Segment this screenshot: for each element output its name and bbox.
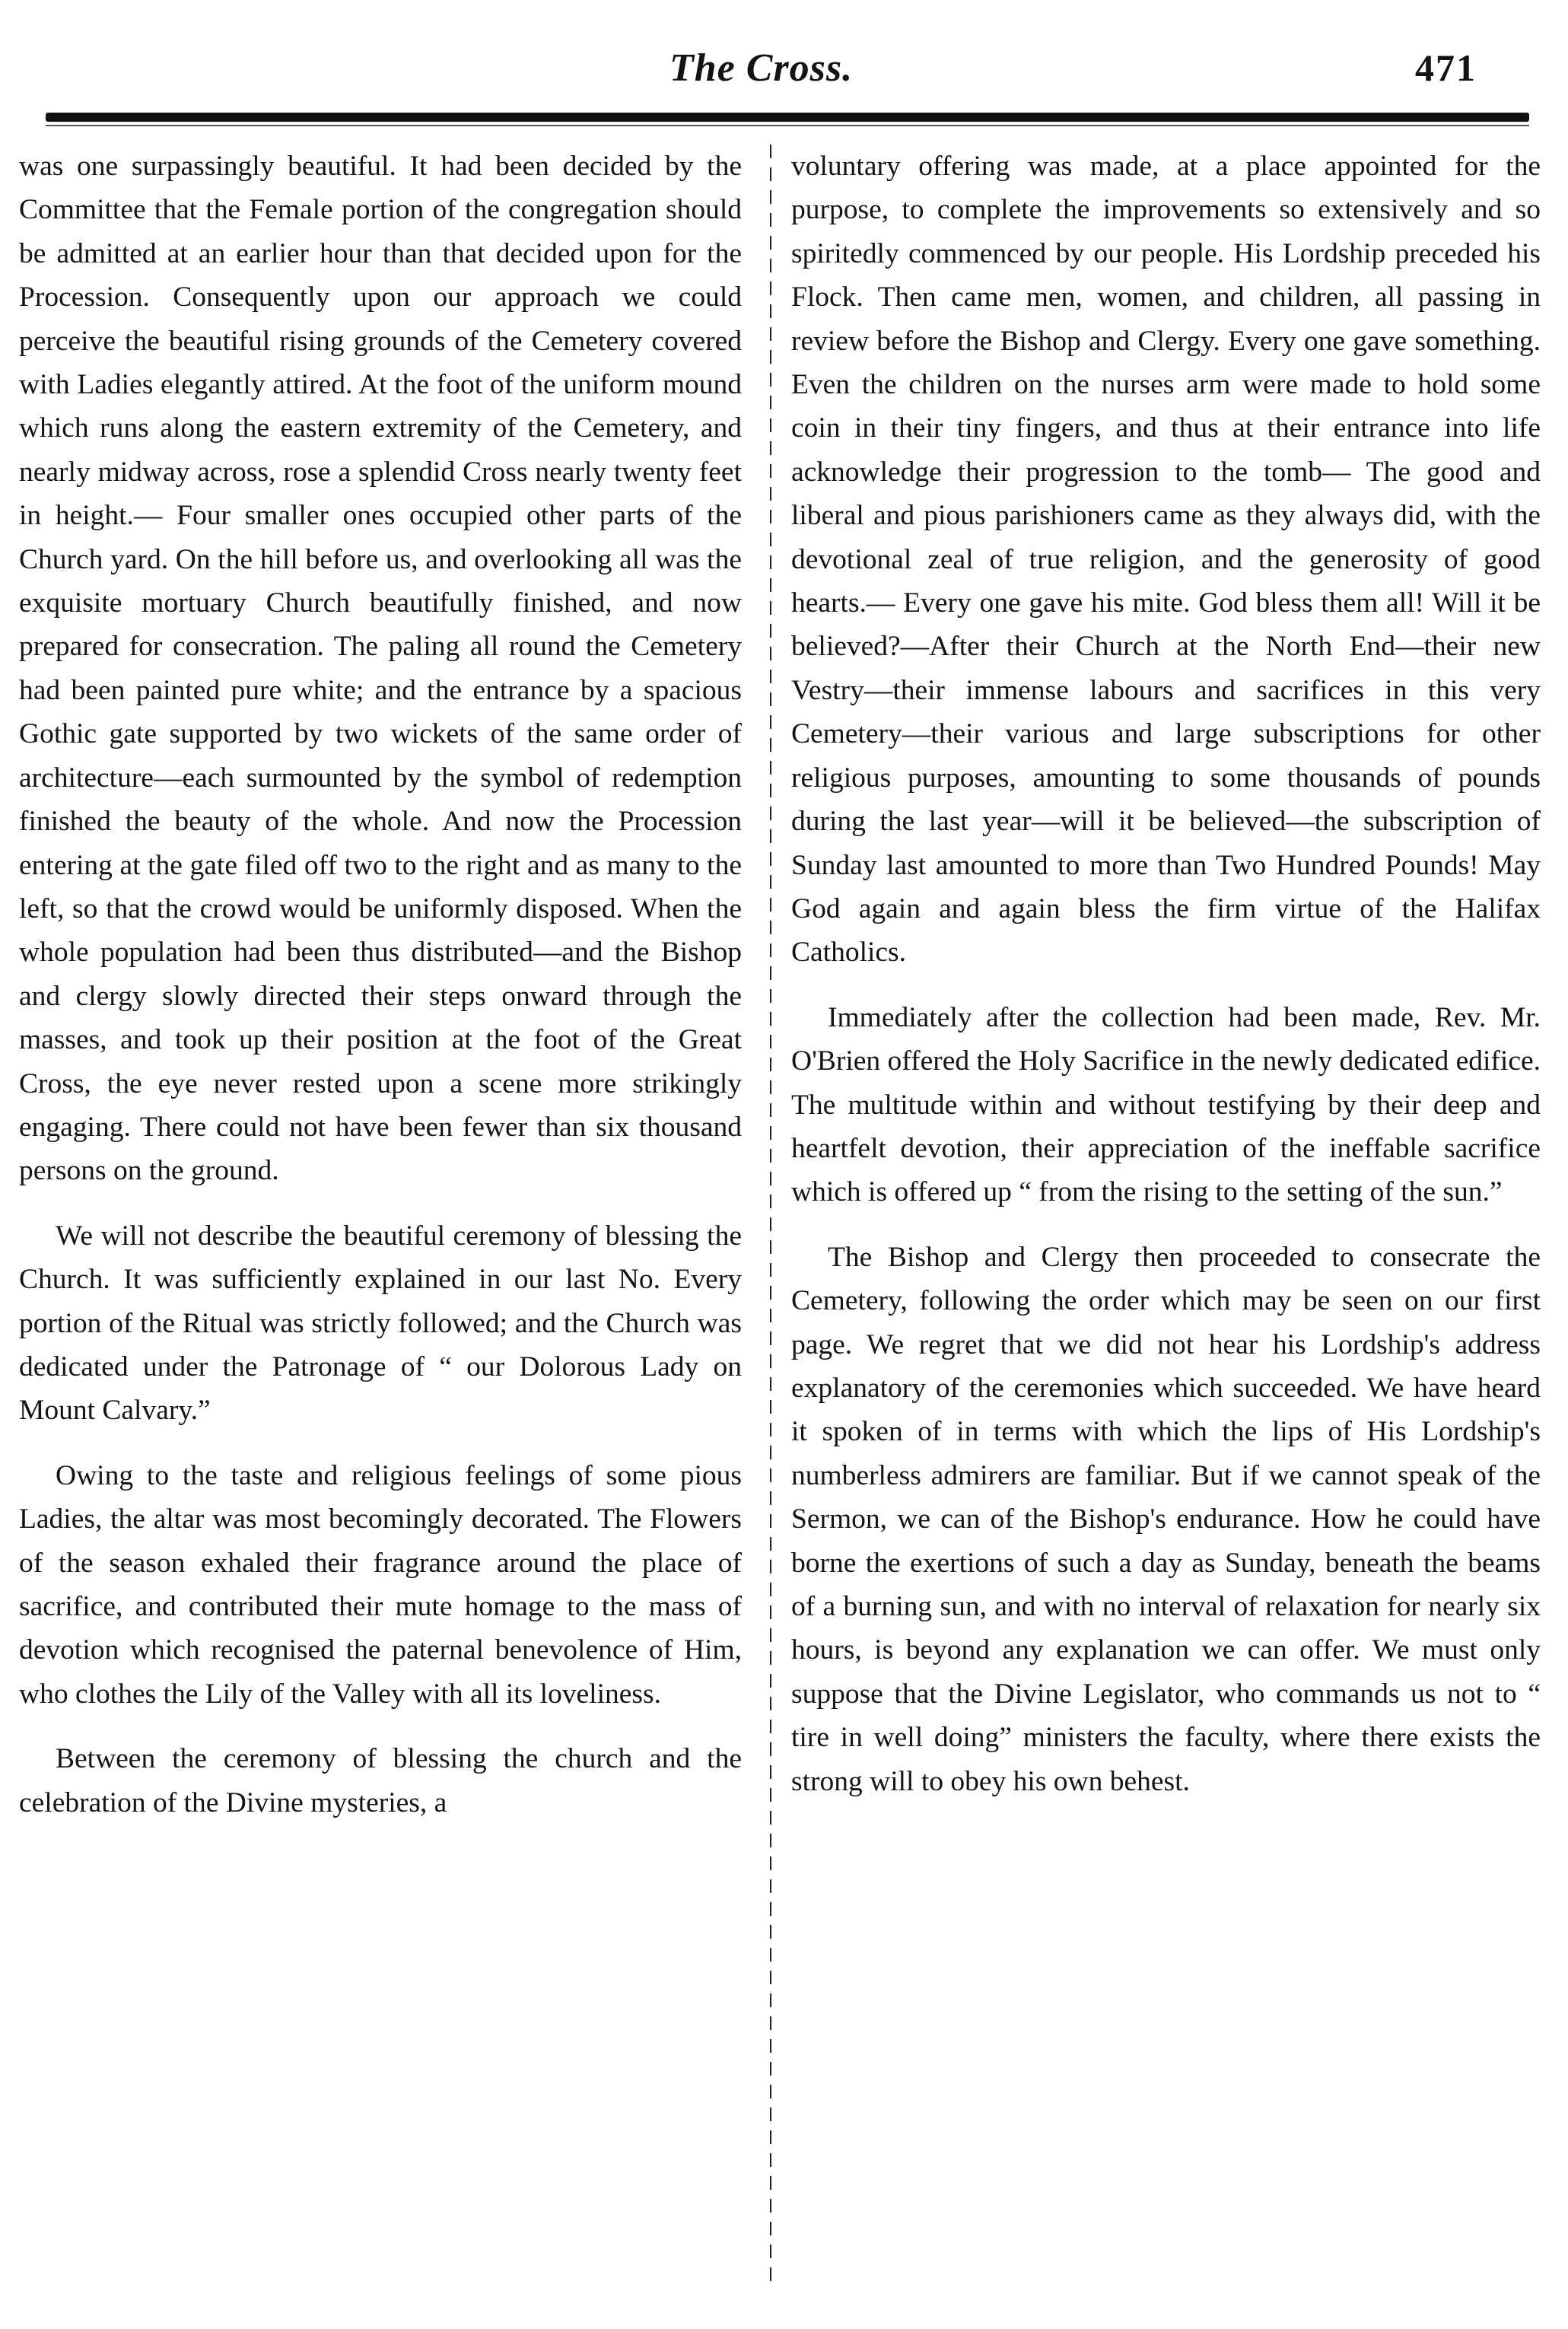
left-column [19, 145, 742, 1846]
paragraph: Immediately after the collection had been made, Rev. Mr. O'Brien offered the Holy Sacrifice in the newly dedicated edifice. The multitude within and without testifying by their deep and heartfelt devotion, their appreciation of the ineffable sacrifice which is offered up “ from the rising to the setting of the sun.” [791, 1001, 1541, 1208]
paragraph: voluntary offering was made, at a place appointed for the purpose, to complete the improvements so extensively and so spiritedly commenced by our people. His Lordship preceded his Flock. Then came men, women, and children, all passing in review before the Bishop and Clergy. Every one gave something. Even the children on the nurses arm were made to hold some coin in their tiny fingers, and thus at their entrance into life acknowledge their progression to the tomb— The good and liberal and pious parishioners came as they always did, with the devotional zeal of true religion, and the generosity of good hearts.— Every one gave his mite. God bless them all! Will it be believed?—After their Church at the North End—their new Vestry—their immense labours and sacrifices in this very Cemetery—their various and large subscriptions for other religious purposes, amounting to some thousands of pounds during the last year—will it be believed—the subscription of Sunday last amounted to more than Two Hundred Pounds! May God again and again bless the firm virtue of the Halifax Catholics. [791, 151, 1541, 969]
column-divider [770, 145, 771, 2290]
right-column [791, 145, 1541, 1825]
header-rule [46, 113, 1529, 122]
paragraph: was one surpassingly beautiful. It had been decided by the Committee that the Female portion of the congregation should be admitted at an earlier hour than that decided upon for the Procession. Consequently upon our approach we could perceive the beautiful rising grounds of the Cemetery covered with Ladies elegantly attired. At the foot of the uniform mound which runs along the eastern extremity of the Cemetery, and nearly midway across, rose a splendid Cross nearly twenty feet in height.— Four smaller ones occupied other parts of the Church yard. On the hill before us, and overlooking all was the exquisite mortuary Church beautifully finished, and now prepared for consecration. The paling all round the Cemetery had been painted pure white; and the entrance by a spacious Gothic gate supported by two wickets of the same order of architecture—each surmounted by the symbol of redemption finished the beauty of the whole. And now the Procession entering at the gate filed off two to the right and as many to the left, so that the crowd would be uniformly disposed. When the whole population had been thus distributed—and the Bishop and clergy slowly directed their steps onward through the masses, and took up their position at the foot of the Great Cross, the eye never rested upon a scene more strikingly engaging. There could not have been fewer than six thousand persons on the ground. [19, 151, 742, 1187]
paragraph: The Bishop and Clergy then proceeded to consecrate the Cemetery, following the order which may be seen on our first page. We regret that we did not hear his Lordship's address explanatory of the ceremonies which succeeded. We have heard it spoken of in terms with which the lips of His Lordship's numberless admirers are familiar. But if we cannot speak of the Sermon, we can of the Bishop's endurance. How he could have borne the exertions of such a day as Sunday, beneath the beams of a burning sun, and with no interval of relaxation for nearly six hours, is beyond any explanation we can offer. We must only suppose that the Divine Legislator, who commands us not to “ tire in well doing” ministers the faculty, where there exists the strong will to obey his own behest. [791, 1241, 1541, 1797]
page-number: 471 [1415, 46, 1477, 89]
header-rule-thin [46, 125, 1529, 126]
paragraph: Between the ceremony of blessing the church and the celebration of the Divine mysteries, a [19, 1743, 742, 1818]
paragraph: Owing to the taste and religious feelings of some pious Ladies, the altar was most becomingly decorated. The Flowers of the season exhaled their fragrance around the place of sacrifice, and contributed their mute homage to the mass of devotion which recognised the paternal benevolence of Him, who clothes the Lily of the Valley with all its loveliness. [19, 1459, 742, 1710]
page-header [0, 46, 1568, 114]
running-title: The Cross. [670, 46, 854, 90]
paragraph: We will not describe the beautiful ceremony of blessing the Church. It was sufficiently explained in our last No. Every portion of the Ritual was strictly followed; and the Church was dedicated under the Patronage of “ our Dolorous Lady on Mount Calvary.” [19, 1220, 742, 1427]
